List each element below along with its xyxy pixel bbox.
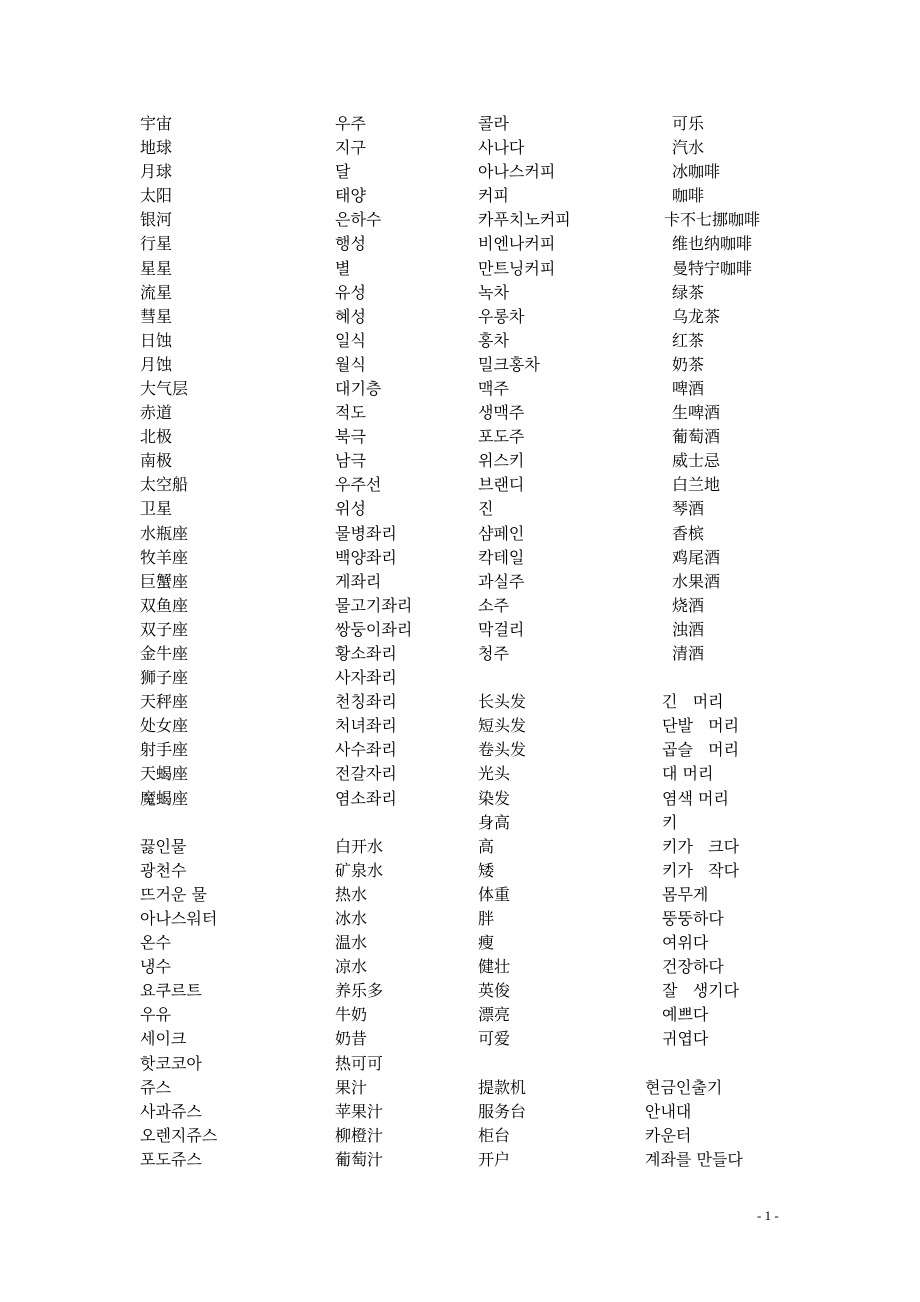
vocab-cell: 牧羊座 bbox=[140, 547, 189, 567]
vocab-cell: 행성 bbox=[335, 234, 366, 254]
vocab-row bbox=[0, 1027, 920, 1051]
vocab-row bbox=[0, 353, 920, 377]
vocab-cell: 물고기좌리 bbox=[335, 595, 413, 615]
vocab-row bbox=[0, 425, 920, 449]
vocab-cell: 월식 bbox=[335, 354, 366, 374]
vocab-cell: 포도쥬스 bbox=[140, 1149, 202, 1169]
vocab-row bbox=[0, 281, 920, 305]
vocab-row bbox=[0, 955, 920, 979]
vocab-cell: 染发 bbox=[478, 788, 511, 808]
vocab-cell: 天蝎座 bbox=[140, 764, 189, 784]
vocab-cell: 琴酒 bbox=[672, 499, 705, 519]
vocab-row bbox=[0, 618, 920, 642]
vocab-row bbox=[0, 232, 920, 256]
vocab-cell: 곱슬 머리 bbox=[662, 740, 740, 760]
vocab-cell: 果汁 bbox=[335, 1077, 368, 1097]
vocab-row bbox=[0, 160, 920, 184]
vocab-row bbox=[0, 112, 920, 136]
vocab-cell: 유성 bbox=[335, 282, 366, 302]
vocab-cell: 사자좌리 bbox=[335, 668, 397, 688]
vocab-cell: 短头发 bbox=[478, 716, 527, 736]
vocab-cell: 사수좌리 bbox=[335, 740, 397, 760]
vocab-row bbox=[0, 642, 920, 666]
vocab-cell: 포도주 bbox=[478, 427, 525, 447]
vocab-cell: 여위다 bbox=[662, 933, 709, 953]
vocab-cell: 啤酒 bbox=[672, 378, 705, 398]
vocab-row bbox=[0, 883, 920, 907]
vocab-cell: 牛奶 bbox=[335, 1005, 368, 1025]
vocab-cell: 생맥주 bbox=[478, 403, 525, 423]
vocab-cell: 적도 bbox=[335, 403, 366, 423]
vocab-cell: 태양 bbox=[335, 186, 366, 206]
vocab-row bbox=[0, 522, 920, 546]
vocab-cell: 위성 bbox=[335, 499, 366, 519]
vocab-row bbox=[0, 305, 920, 329]
vocab-cell: 威士忌 bbox=[672, 451, 721, 471]
vocab-row bbox=[0, 136, 920, 160]
vocab-cell: 银河 bbox=[140, 210, 173, 230]
vocab-cell: 水瓶座 bbox=[140, 523, 189, 543]
vocab-cell: 북극 bbox=[335, 427, 366, 447]
vocab-cell: 双子座 bbox=[140, 619, 189, 639]
vocab-cell: 처녀좌리 bbox=[335, 716, 397, 736]
vocab-row bbox=[0, 931, 920, 955]
vocab-cell: 전갈자리 bbox=[335, 764, 397, 784]
vocab-row bbox=[0, 449, 920, 473]
vocab-cell: 단발 머리 bbox=[662, 716, 740, 736]
vocab-cell: 凉水 bbox=[335, 957, 368, 977]
vocab-cell: 비엔나커피 bbox=[478, 234, 556, 254]
vocab-cell: 우주선 bbox=[335, 475, 382, 495]
vocab-row bbox=[0, 1124, 920, 1148]
vocab-cell: 热水 bbox=[335, 884, 368, 904]
vocab-cell: 可乐 bbox=[672, 114, 705, 133]
vocab-row bbox=[0, 594, 920, 618]
vocab-cell: 月蚀 bbox=[140, 354, 173, 374]
vocab-cell: 핫코코아 bbox=[140, 1053, 202, 1073]
vocab-row bbox=[0, 979, 920, 1003]
vocab-cell: 지구 bbox=[335, 138, 366, 158]
vocab-cell: 鸡尾酒 bbox=[672, 547, 721, 567]
vocab-cell: 대 머리 bbox=[662, 764, 714, 784]
vocab-cell: 맥주 bbox=[478, 378, 509, 398]
vocab-cell: 北极 bbox=[140, 427, 173, 447]
vocab-row bbox=[0, 835, 920, 859]
vocab-row bbox=[0, 377, 920, 401]
vocab-cell: 쌍둥이좌리 bbox=[335, 619, 413, 639]
vocab-cell: 月球 bbox=[140, 162, 173, 182]
vocab-cell: 소주 bbox=[478, 595, 509, 615]
vocab-cell: 清酒 bbox=[672, 643, 705, 663]
vocab-row bbox=[0, 1003, 920, 1027]
vocab-cell: 日蚀 bbox=[140, 330, 173, 350]
vocab-cell: 막걸리 bbox=[478, 619, 525, 639]
vocab-cell: 세이크 bbox=[140, 1029, 187, 1049]
vocab-cell: 柜台 bbox=[478, 1125, 511, 1145]
vocab-row bbox=[0, 329, 920, 353]
vocab-cell: 긴 머리 bbox=[662, 692, 724, 712]
vocab-row bbox=[0, 546, 920, 570]
vocab-cell: 쥬스 bbox=[140, 1077, 171, 1097]
vocab-cell: 冰咖啡 bbox=[672, 162, 721, 182]
vocab-cell: 双鱼座 bbox=[140, 595, 189, 615]
vocab-cell: 끓인물 bbox=[140, 836, 187, 856]
vocab-cell: 카푸치노커피 bbox=[478, 210, 571, 230]
vocab-row bbox=[0, 907, 920, 931]
vocab-cell: 宇宙 bbox=[140, 114, 173, 133]
vocab-cell: 温水 bbox=[335, 933, 368, 953]
vocab-cell: 브랜디 bbox=[478, 475, 525, 495]
vocab-cell: 뚱뚱하다 bbox=[662, 908, 724, 928]
vocab-row bbox=[0, 184, 920, 208]
vocab-cell: 体重 bbox=[478, 884, 511, 904]
vocab-row bbox=[0, 257, 920, 281]
vocab-cell: 浊酒 bbox=[672, 619, 705, 639]
vocab-cell: 卫星 bbox=[140, 499, 173, 519]
vocab-cell: 热可可 bbox=[335, 1053, 384, 1073]
vocab-row bbox=[0, 570, 920, 594]
vocab-cell: 황소좌리 bbox=[335, 643, 397, 663]
vocab-cell: 온수 bbox=[140, 933, 171, 953]
vocab-cell: 射手座 bbox=[140, 740, 189, 760]
vocab-row bbox=[0, 859, 920, 883]
vocab-cell: 提款机 bbox=[478, 1077, 527, 1097]
vocab-cell: 养乐多 bbox=[335, 981, 384, 1001]
vocab-cell: 彗星 bbox=[140, 306, 173, 326]
vocab-cell: 服务台 bbox=[478, 1101, 527, 1121]
vocab-cell: 漂亮 bbox=[478, 1005, 511, 1025]
vocab-cell: 잘 생기다 bbox=[662, 981, 740, 1001]
vocab-cell: 流星 bbox=[140, 282, 173, 302]
vocab-cell: 요쿠르트 bbox=[140, 981, 202, 1001]
vocab-cell: 사과쥬스 bbox=[140, 1101, 202, 1121]
vocab-cell: 칵테일 bbox=[478, 547, 525, 567]
vocab-cell: 烧酒 bbox=[672, 595, 705, 615]
vocab-cell: 卷头发 bbox=[478, 740, 527, 760]
vocab-cell: 샴페인 bbox=[478, 523, 525, 543]
vocab-cell: 위스키 bbox=[478, 451, 525, 471]
vocab-cell: 行星 bbox=[140, 234, 173, 254]
vocab-row bbox=[0, 208, 920, 232]
vocab-cell: 몸무게 bbox=[662, 884, 709, 904]
vocab-cell: 狮子座 bbox=[140, 668, 189, 688]
vocab-cell: 香槟 bbox=[672, 523, 705, 543]
vocab-cell: 콜라 bbox=[478, 114, 509, 133]
vocab-row bbox=[0, 690, 920, 714]
vocab-cell: 아나스워터 bbox=[140, 908, 218, 928]
vocab-cell: 咖啡 bbox=[672, 186, 705, 206]
vocab-cell: 维也纳咖啡 bbox=[672, 234, 753, 254]
vocab-cell: 백양좌리 bbox=[335, 547, 397, 567]
vocab-cell: 염소좌리 bbox=[335, 788, 397, 808]
vocab-cell: 대기층 bbox=[335, 378, 382, 398]
vocab-cell: 赤道 bbox=[140, 403, 173, 423]
vocab-row bbox=[0, 1052, 920, 1076]
vocab-cell: 건장하다 bbox=[662, 957, 724, 977]
vocab-cell: 星星 bbox=[140, 258, 173, 278]
vocab-cell: 게좌리 bbox=[335, 571, 382, 591]
vocab-cell: 염색 머리 bbox=[662, 788, 729, 808]
vocab-cell: 우롱차 bbox=[478, 306, 525, 326]
vocab-cell: 光头 bbox=[478, 764, 511, 784]
vocab-cell: 金牛座 bbox=[140, 643, 189, 663]
vocab-cell: 은하수 bbox=[335, 210, 382, 230]
vocab-cell: 밀크홍차 bbox=[478, 354, 540, 374]
vocab-row bbox=[0, 714, 920, 738]
vocab-cell: 키가 크다 bbox=[662, 836, 740, 856]
vocab-cell: 大气层 bbox=[140, 378, 189, 398]
vocab-row bbox=[0, 497, 920, 521]
vocab-cell: 天秤座 bbox=[140, 692, 189, 712]
vocab-cell: 柳橙汁 bbox=[335, 1125, 384, 1145]
vocab-cell: 巨蟹座 bbox=[140, 571, 189, 591]
vocab-cell: 卡不七挪咖啡 bbox=[664, 210, 761, 230]
vocab-cell: 청주 bbox=[478, 643, 509, 663]
vocab-cell: 귀엽다 bbox=[662, 1029, 709, 1049]
vocab-cell: 아나스커피 bbox=[478, 162, 556, 182]
vocab-cell: 英俊 bbox=[478, 981, 511, 1001]
vocab-cell: 키 bbox=[662, 812, 678, 832]
vocab-cell: 계좌를 만들다 bbox=[645, 1149, 743, 1169]
vocab-cell: 高 bbox=[478, 836, 495, 856]
vocab-cell: 白兰地 bbox=[672, 475, 721, 495]
vocab-cell: 혜성 bbox=[335, 306, 366, 326]
vocab-cell: 可爱 bbox=[478, 1029, 511, 1049]
vocab-cell: 太空船 bbox=[140, 475, 189, 495]
vocab-cell: 우유 bbox=[140, 1005, 171, 1025]
vocab-cell: 曼特宁咖啡 bbox=[672, 258, 753, 278]
vocab-cell: 乌龙茶 bbox=[672, 306, 721, 326]
vocab-cell: 处女座 bbox=[140, 716, 189, 736]
vocab-cell: 绿茶 bbox=[672, 282, 705, 302]
vocab-cell: 奶昔 bbox=[335, 1029, 368, 1049]
vocab-row bbox=[0, 666, 920, 690]
vocab-cell: 냉수 bbox=[140, 957, 171, 977]
vocab-cell: 开户 bbox=[478, 1149, 511, 1169]
vocab-cell: 별 bbox=[335, 258, 351, 278]
vocab-cell: 뜨거운 물 bbox=[140, 884, 207, 904]
vocab-cell: 红茶 bbox=[672, 330, 705, 350]
vocab-row bbox=[0, 762, 920, 786]
vocab-cell: 안내대 bbox=[645, 1101, 692, 1121]
vocab-cell: 물병좌리 bbox=[335, 523, 397, 543]
vocab-cell: 奶茶 bbox=[672, 354, 705, 374]
vocab-cell: 달 bbox=[335, 162, 351, 182]
vocab-row bbox=[0, 1100, 920, 1124]
vocab-cell: 健壮 bbox=[478, 957, 511, 977]
vocab-cell: 身高 bbox=[478, 812, 511, 832]
vocab-row bbox=[0, 738, 920, 762]
vocab-cell: 白开水 bbox=[335, 836, 384, 856]
vocab-cell: 녹차 bbox=[478, 282, 509, 302]
vocab-cell: 천칭좌리 bbox=[335, 692, 397, 712]
vocab-cell: 汽水 bbox=[672, 138, 705, 158]
vocab-cell: 长头发 bbox=[478, 692, 527, 712]
vocab-cell: 生啤酒 bbox=[672, 403, 721, 423]
vocab-cell: 일식 bbox=[335, 330, 366, 350]
vocab-cell: 예쁘다 bbox=[662, 1005, 709, 1025]
vocab-cell: 太阳 bbox=[140, 186, 173, 206]
vocab-cell: 카운터 bbox=[645, 1125, 692, 1145]
vocab-cell: 矿泉水 bbox=[335, 860, 384, 880]
vocab-cell: 현금인출기 bbox=[645, 1077, 723, 1097]
vocab-row bbox=[0, 1076, 920, 1100]
vocab-cell: 矮 bbox=[478, 860, 495, 880]
vocab-cell: 과실주 bbox=[478, 571, 525, 591]
vocab-cell: 만트닝커피 bbox=[478, 258, 556, 278]
vocab-cell: 地球 bbox=[140, 138, 173, 158]
vocab-cell: 진 bbox=[478, 499, 494, 519]
vocab-row bbox=[0, 401, 920, 425]
vocab-cell: 南极 bbox=[140, 451, 173, 471]
vocab-cell: 水果酒 bbox=[672, 571, 721, 591]
vocab-cell: 瘦 bbox=[478, 933, 495, 953]
vocab-row bbox=[0, 787, 920, 811]
vocab-cell: 남극 bbox=[335, 451, 366, 471]
vocab-row bbox=[0, 811, 920, 835]
page-number: - 1 - bbox=[757, 1208, 779, 1223]
vocab-cell: 우주 bbox=[335, 114, 366, 133]
vocab-row bbox=[0, 473, 920, 497]
vocab-cell: 苹果汁 bbox=[335, 1101, 384, 1121]
vocab-cell: 魔蝎座 bbox=[140, 788, 189, 808]
vocab-cell: 胖 bbox=[478, 908, 495, 928]
vocab-cell: 광천수 bbox=[140, 860, 187, 880]
vocab-row bbox=[0, 1148, 920, 1172]
vocab-cell: 키가 작다 bbox=[662, 860, 740, 880]
vocab-cell: 커피 bbox=[478, 186, 509, 206]
vocab-cell: 葡萄酒 bbox=[672, 427, 721, 447]
vocab-cell: 홍차 bbox=[478, 330, 509, 350]
vocab-cell: 오렌지쥬스 bbox=[140, 1125, 218, 1145]
vocab-cell: 사나다 bbox=[478, 138, 525, 158]
vocab-cell: 冰水 bbox=[335, 908, 368, 928]
vocab-cell: 葡萄汁 bbox=[335, 1149, 384, 1169]
